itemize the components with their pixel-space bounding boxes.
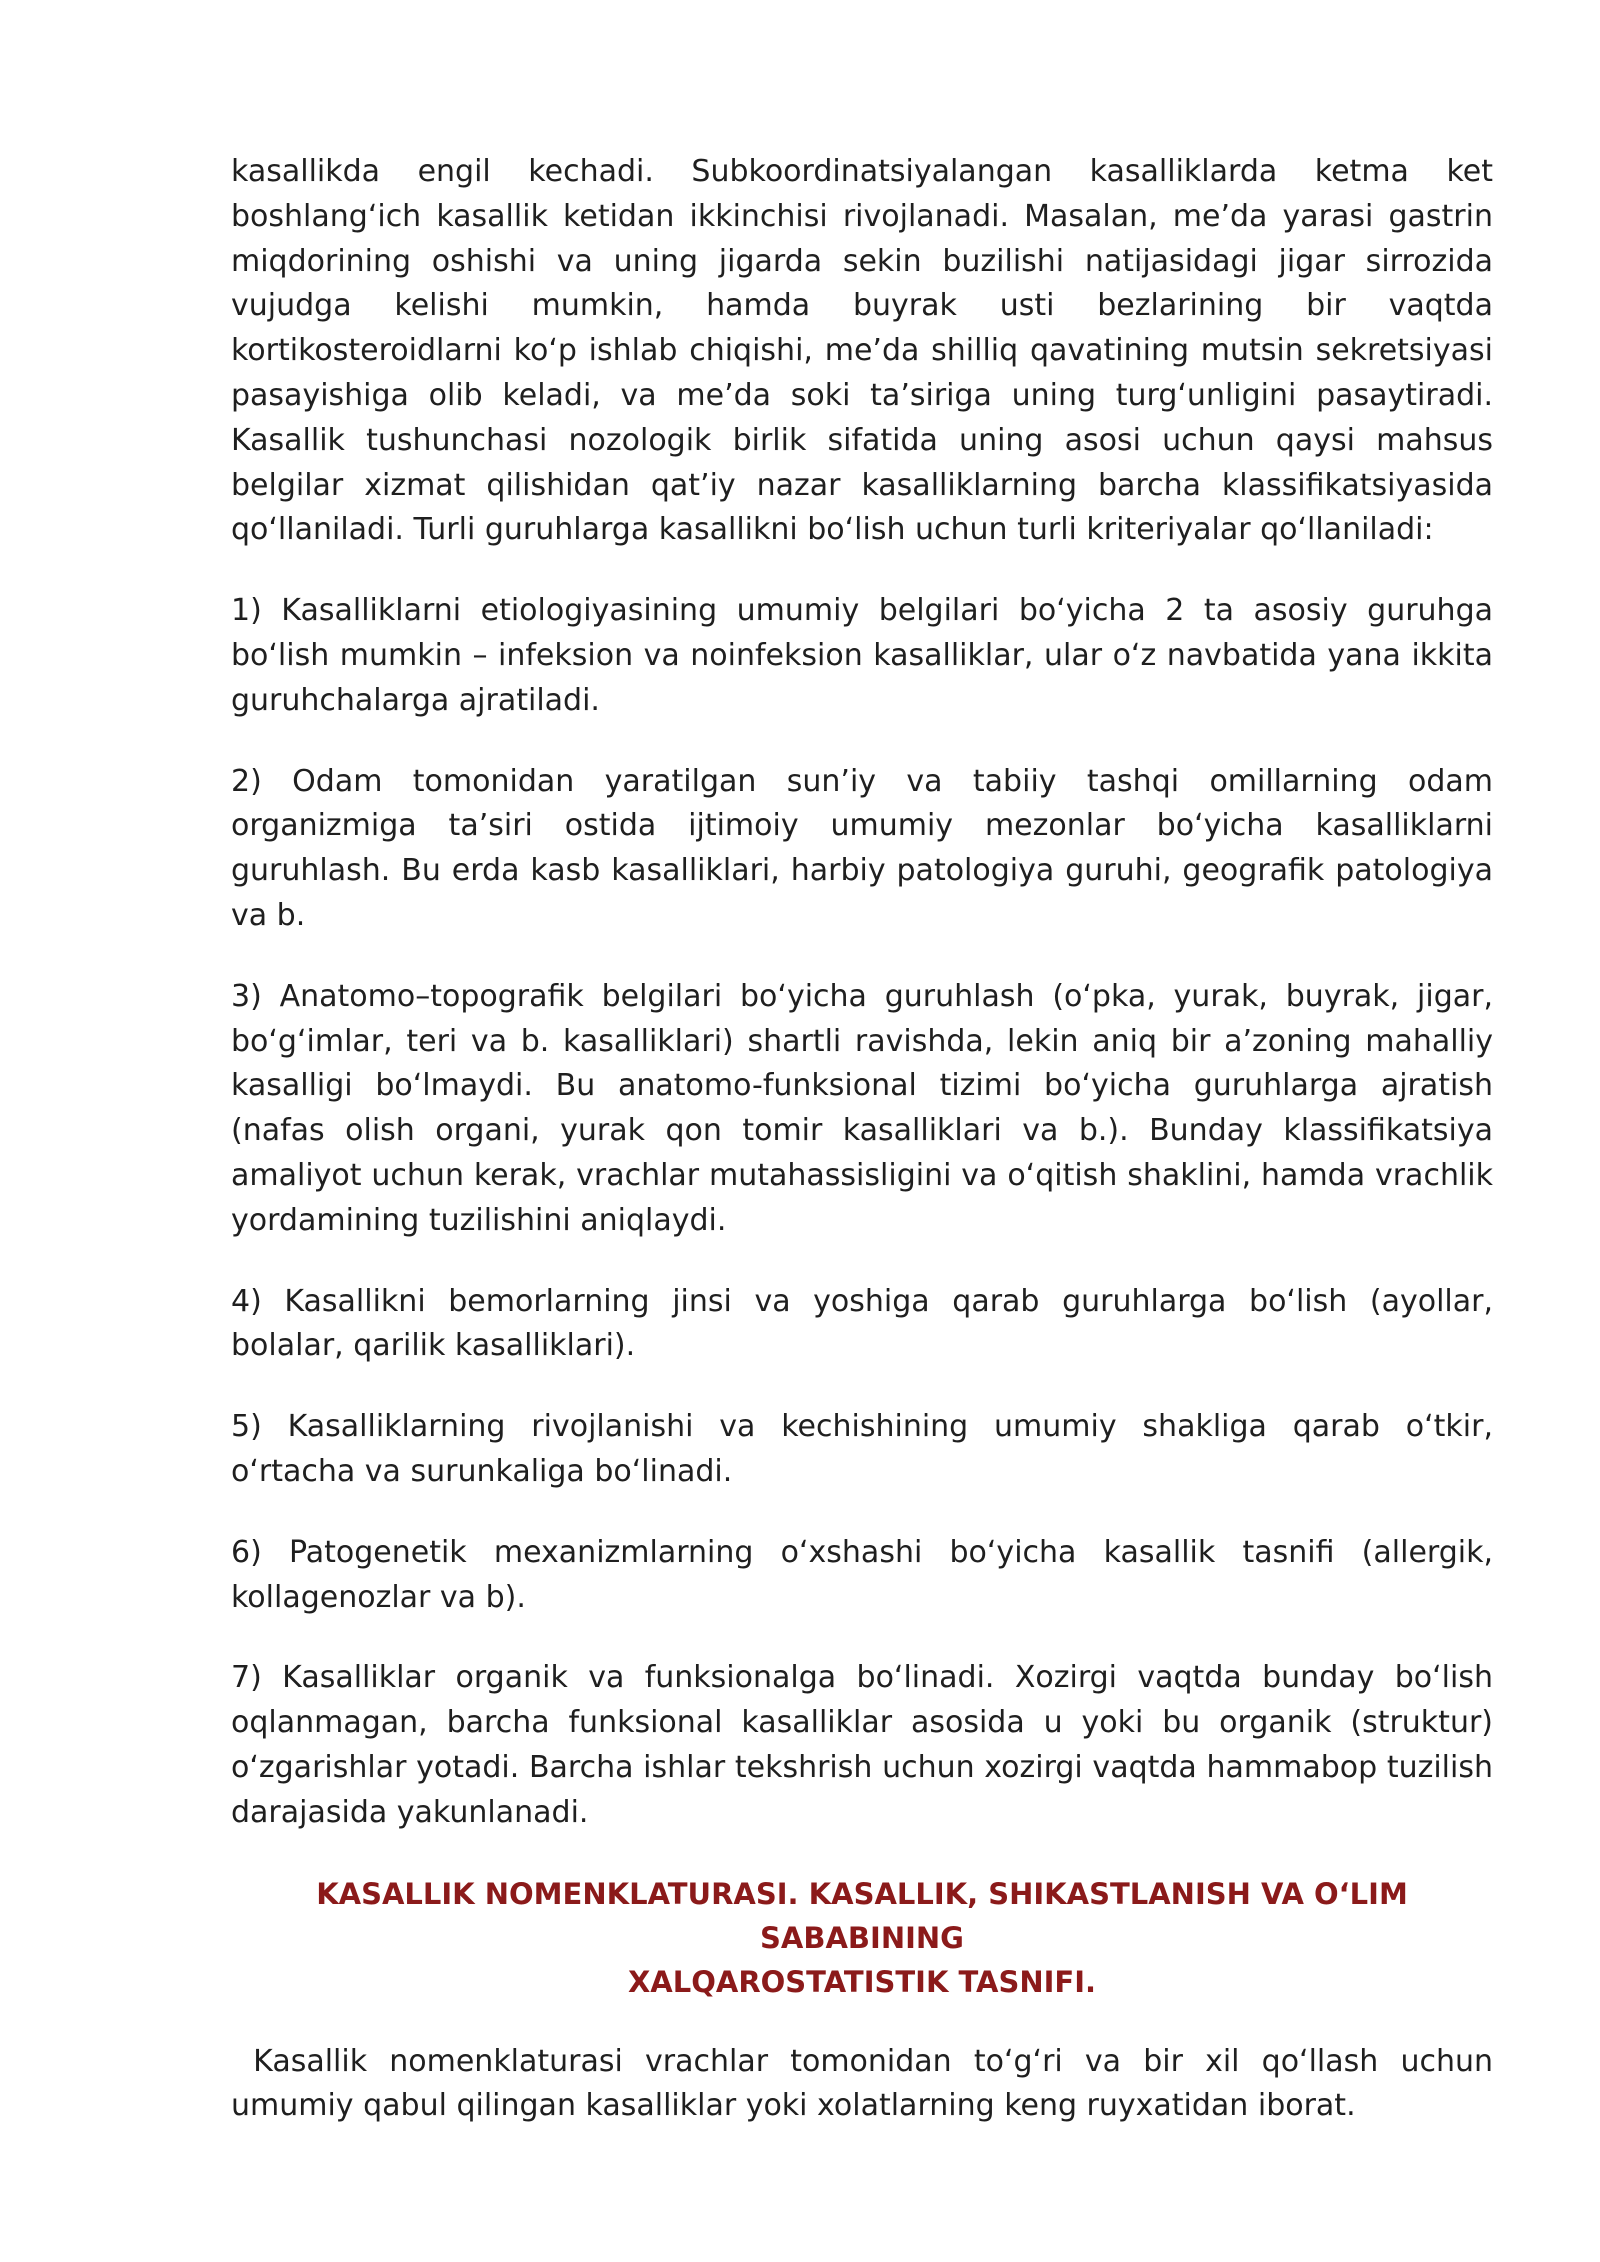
section-heading	[231, 1872, 1493, 2004]
intro-paragraph: kasallikda engil kechadi. Subkoordinatsiyalangan kasalliklarda ketma ket boshlang‘ich kasallik ketidan ikkinchisi rivojlanadi. Masalan, me’da yarasi gastrin miqdorining oshishi va uning jigarda sekin buzilishi natijasidagi jigar sirrozida vujudga kelishi mumkin, hamda buyrak usti bezlarining bir vaqtda kortikosteroidlarni ko‘p ishlab chiqishi, me’da shilliq qavatining mutsin sekretsiyasi pasayishiga olib keladi, va me’da soki ta’siriga uning turg‘unligini pasaytiradi. Kasallik tushunchasi nozologik birlik sifatida uning asosi uchun qaysi mahsus belgilar xizmat qilishidan qat’iy nazar kasalliklarning barcha klassifikatsiyasida qo‘llaniladi. Turli guruhlarga kasallikni bo‘lish uchun turli kriteriyalar qo‘llaniladi:	[231, 154, 1493, 548]
list-item: 1) Kasalliklarni etiologiyasining umumiy belgilari bo‘yicha 2 ta asosiy guruhga bo‘lish mumkin – infeksion va noinfeksion kasalliklar, ular o‘z navbatida yana ikkita guruhchalarga ajratiladi.	[231, 593, 1493, 718]
document-body	[231, 150, 1503, 2129]
section-heading-line-1: KASALLIK NOMENKLATURASI. KASALLIK, SHIKASTLANISH VA O‘LIM SABABINING	[316, 1876, 1408, 1955]
list-item: 2) Odam tomonidan yaratilgan sun’iy va tabiiy tashqi omillarning odam organizmiga ta’siri ostida ijtimoiy umumiy mezonlar bo‘yicha kasalliklarni guruhlash. Bu erda kasb kasalliklari, harbiy patologiya guruhi, geografik patologiya va b.	[231, 763, 1493, 933]
section-heading-line-2: XALQAROSTATISTIK TASNIFI.	[627, 1964, 1097, 1999]
list-item: 5) Kasalliklarning rivojlanishi va kechishining umumiy shakliga qarab o‘tkir, o‘rtacha va surunkaliga bo‘linadi.	[231, 1409, 1493, 1489]
list-item: 7) Kasalliklar organik va funksionalga bo‘linadi. Xozirgi vaqtda bunday bo‘lish oqlanmagan, barcha funksional kasalliklar asosida u yoki bu organik (struktur) o‘zgarishlar yotadi. Barcha ishlar tekshrish uchun xozirgi vaqtda hammabop tuzilish darajasida yakunlanadi.	[231, 1660, 1493, 1830]
list-item: 6) Patogenetik mexanizmlarning o‘xshashi bo‘yicha kasallik tasnifi (allergik, kollagenozlar va b).	[231, 1534, 1493, 1615]
list-item: 4) Kasallikni bemorlarning jinsi va yoshiga qarab guruhlarga bo‘lish (ayollar, bolalar, qarilik kasalliklari).	[231, 1283, 1493, 1364]
closing-paragraph: Kasallik nomenklaturasi vrachlar tomonidan to‘g‘ri va bir xil qo‘llash uchun umumiy qabul qilingan kasalliklar yoki xolatlarning keng ruyxatidan iborat.	[231, 2043, 1503, 2124]
list-item: 3) Anatomo–topografik belgilari bo‘yicha guruhlash (o‘pka, yurak, buyrak, jigar, bo‘g‘imlar, teri va b. kasalliklari) shartli ravishda, lekin aniq bir a’zoning mahalliy kasalligi bo‘lmaydi. Bu anatomo-funksional tizimi bo‘yicha guruhlarga ajratish (nafas olish organi, yurak qon tomir kasalliklari va b.). Bunday klassifikatsiya amaliyot uchun kerak, vrachlar mutahassisligini va o‘qitish shaklini, hamda vrachlik yordamining tuzilishini aniqlaydi.	[231, 978, 1493, 1238]
